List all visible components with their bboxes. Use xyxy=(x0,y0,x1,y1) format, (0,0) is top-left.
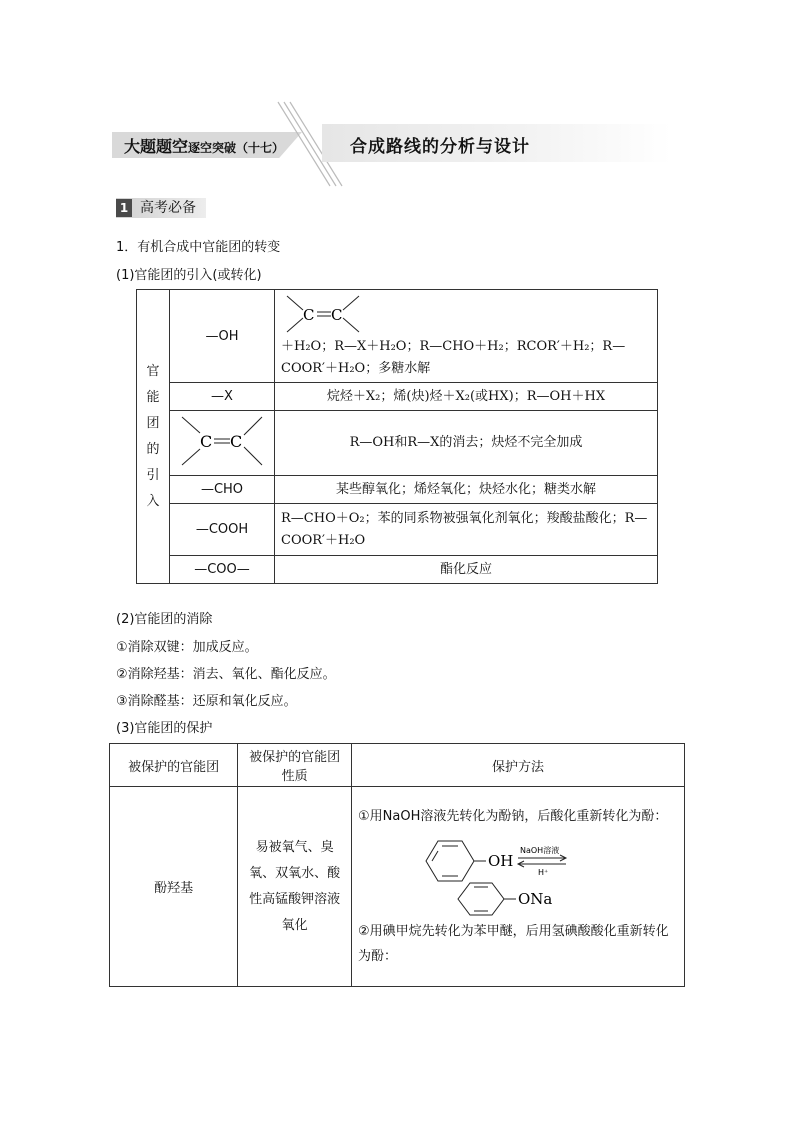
side-char: 的 xyxy=(146,441,160,457)
elimination-item: ③消除醛基：还原和氧化反应。 xyxy=(116,694,297,709)
acid-label: H⁺ xyxy=(538,868,549,877)
method-cell: 烷烃＋X₂；烯(炔)烃＋X₂(或HX)；R—OH＋HX xyxy=(275,383,658,411)
method-cell: R—CHO＋O₂；苯的同系物被强氧化剂氧化；羧酸盐酸化；R—COOR′＋H₂O xyxy=(275,504,658,556)
side-char: 官 xyxy=(146,363,160,379)
benzene-ring-icon xyxy=(458,883,504,915)
benzene-ring-icon xyxy=(426,841,474,881)
subheading-elimination: (2)官能团的消除 xyxy=(116,612,213,627)
elimination-item: ①消除双键：加成反应。 xyxy=(116,640,258,655)
protected-group-cell: 酚羟基 xyxy=(110,787,238,987)
group-cell: —OH xyxy=(170,290,275,383)
svg-text:C: C xyxy=(331,306,343,324)
side-char: 能 xyxy=(146,389,160,405)
svg-text:C: C xyxy=(200,432,213,451)
method-step-2: ②用碘甲烷先转化为苯甲醚，后用氢碘酸酸化重新转化为酚： xyxy=(358,924,669,964)
phenol-reaction-scheme xyxy=(398,831,678,917)
table-header-row xyxy=(110,744,685,787)
method-cell: 某些醇氧化；烯烃氧化；炔烃水化；糖类水解 xyxy=(275,476,658,504)
series-title-main: 大题题空 xyxy=(124,137,189,156)
method-cell: 酯化反应 xyxy=(275,556,658,584)
group-property-cell: 易被氧气、臭氧、双氧水、酸性高锰酸钾溶液氧化 xyxy=(238,787,352,987)
table-row xyxy=(137,290,658,383)
method-cell: R—OH和R—X的消去；炔烃不完全加成 xyxy=(275,411,658,476)
group-cell: —COO— xyxy=(170,556,275,584)
method-step-1: ①用NaOH溶液先转化为酚钠，后酸化重新转化为酚： xyxy=(358,809,668,824)
alkene-group-icon xyxy=(176,413,268,469)
topic-title: 合成路线的分析与设计 xyxy=(350,137,530,157)
item1-title: 1．有机合成中官能团的转变 xyxy=(116,240,281,255)
table-row xyxy=(137,556,658,584)
protection-method-cell xyxy=(352,787,685,987)
side-char: 引 xyxy=(146,467,160,483)
subheading-introduction: (1)官能团的引入(或转化) xyxy=(116,268,262,283)
side-label xyxy=(137,290,170,584)
series-title xyxy=(124,134,284,157)
group-cell: —CHO xyxy=(170,476,275,504)
side-char: 入 xyxy=(146,493,160,509)
svg-text:C: C xyxy=(303,306,315,324)
column-header: 被保护的官能团性质 xyxy=(238,744,352,787)
group-cell xyxy=(170,411,275,476)
series-title-sub: 逐空突破（十七） xyxy=(188,141,285,155)
section-title: 高考必备 xyxy=(140,200,196,216)
group-cell: —COOH xyxy=(170,504,275,556)
column-header: 保护方法 xyxy=(352,744,685,787)
ona-label: ONa xyxy=(518,890,553,908)
table-row xyxy=(137,476,658,504)
group-cell: —X xyxy=(170,383,275,411)
introduction-table xyxy=(136,289,658,584)
svg-text:C: C xyxy=(230,432,243,451)
oh-label: OH xyxy=(488,852,514,870)
side-char: 团 xyxy=(146,415,160,431)
table-row xyxy=(110,787,685,987)
elimination-item: ②消除羟基：消去、氧化、酯化反应。 xyxy=(116,667,336,682)
table-row xyxy=(137,504,658,556)
subheading-protection: (3)官能团的保护 xyxy=(116,721,213,736)
method-text: ＋H₂O；R—X＋H₂O；R—CHO＋H₂；RCOR′＋H₂；R—COOR′＋H₂O；多糖水解 xyxy=(281,339,626,376)
method-cell xyxy=(275,290,658,383)
column-header: 被保护的官能团 xyxy=(110,744,238,787)
reagent-label: NaOH溶液 xyxy=(520,846,560,855)
protection-table xyxy=(109,743,685,987)
section-number: 1 xyxy=(116,199,132,217)
table-row xyxy=(137,383,658,411)
alkene-structure-icon xyxy=(281,292,363,336)
table-row xyxy=(137,411,658,476)
